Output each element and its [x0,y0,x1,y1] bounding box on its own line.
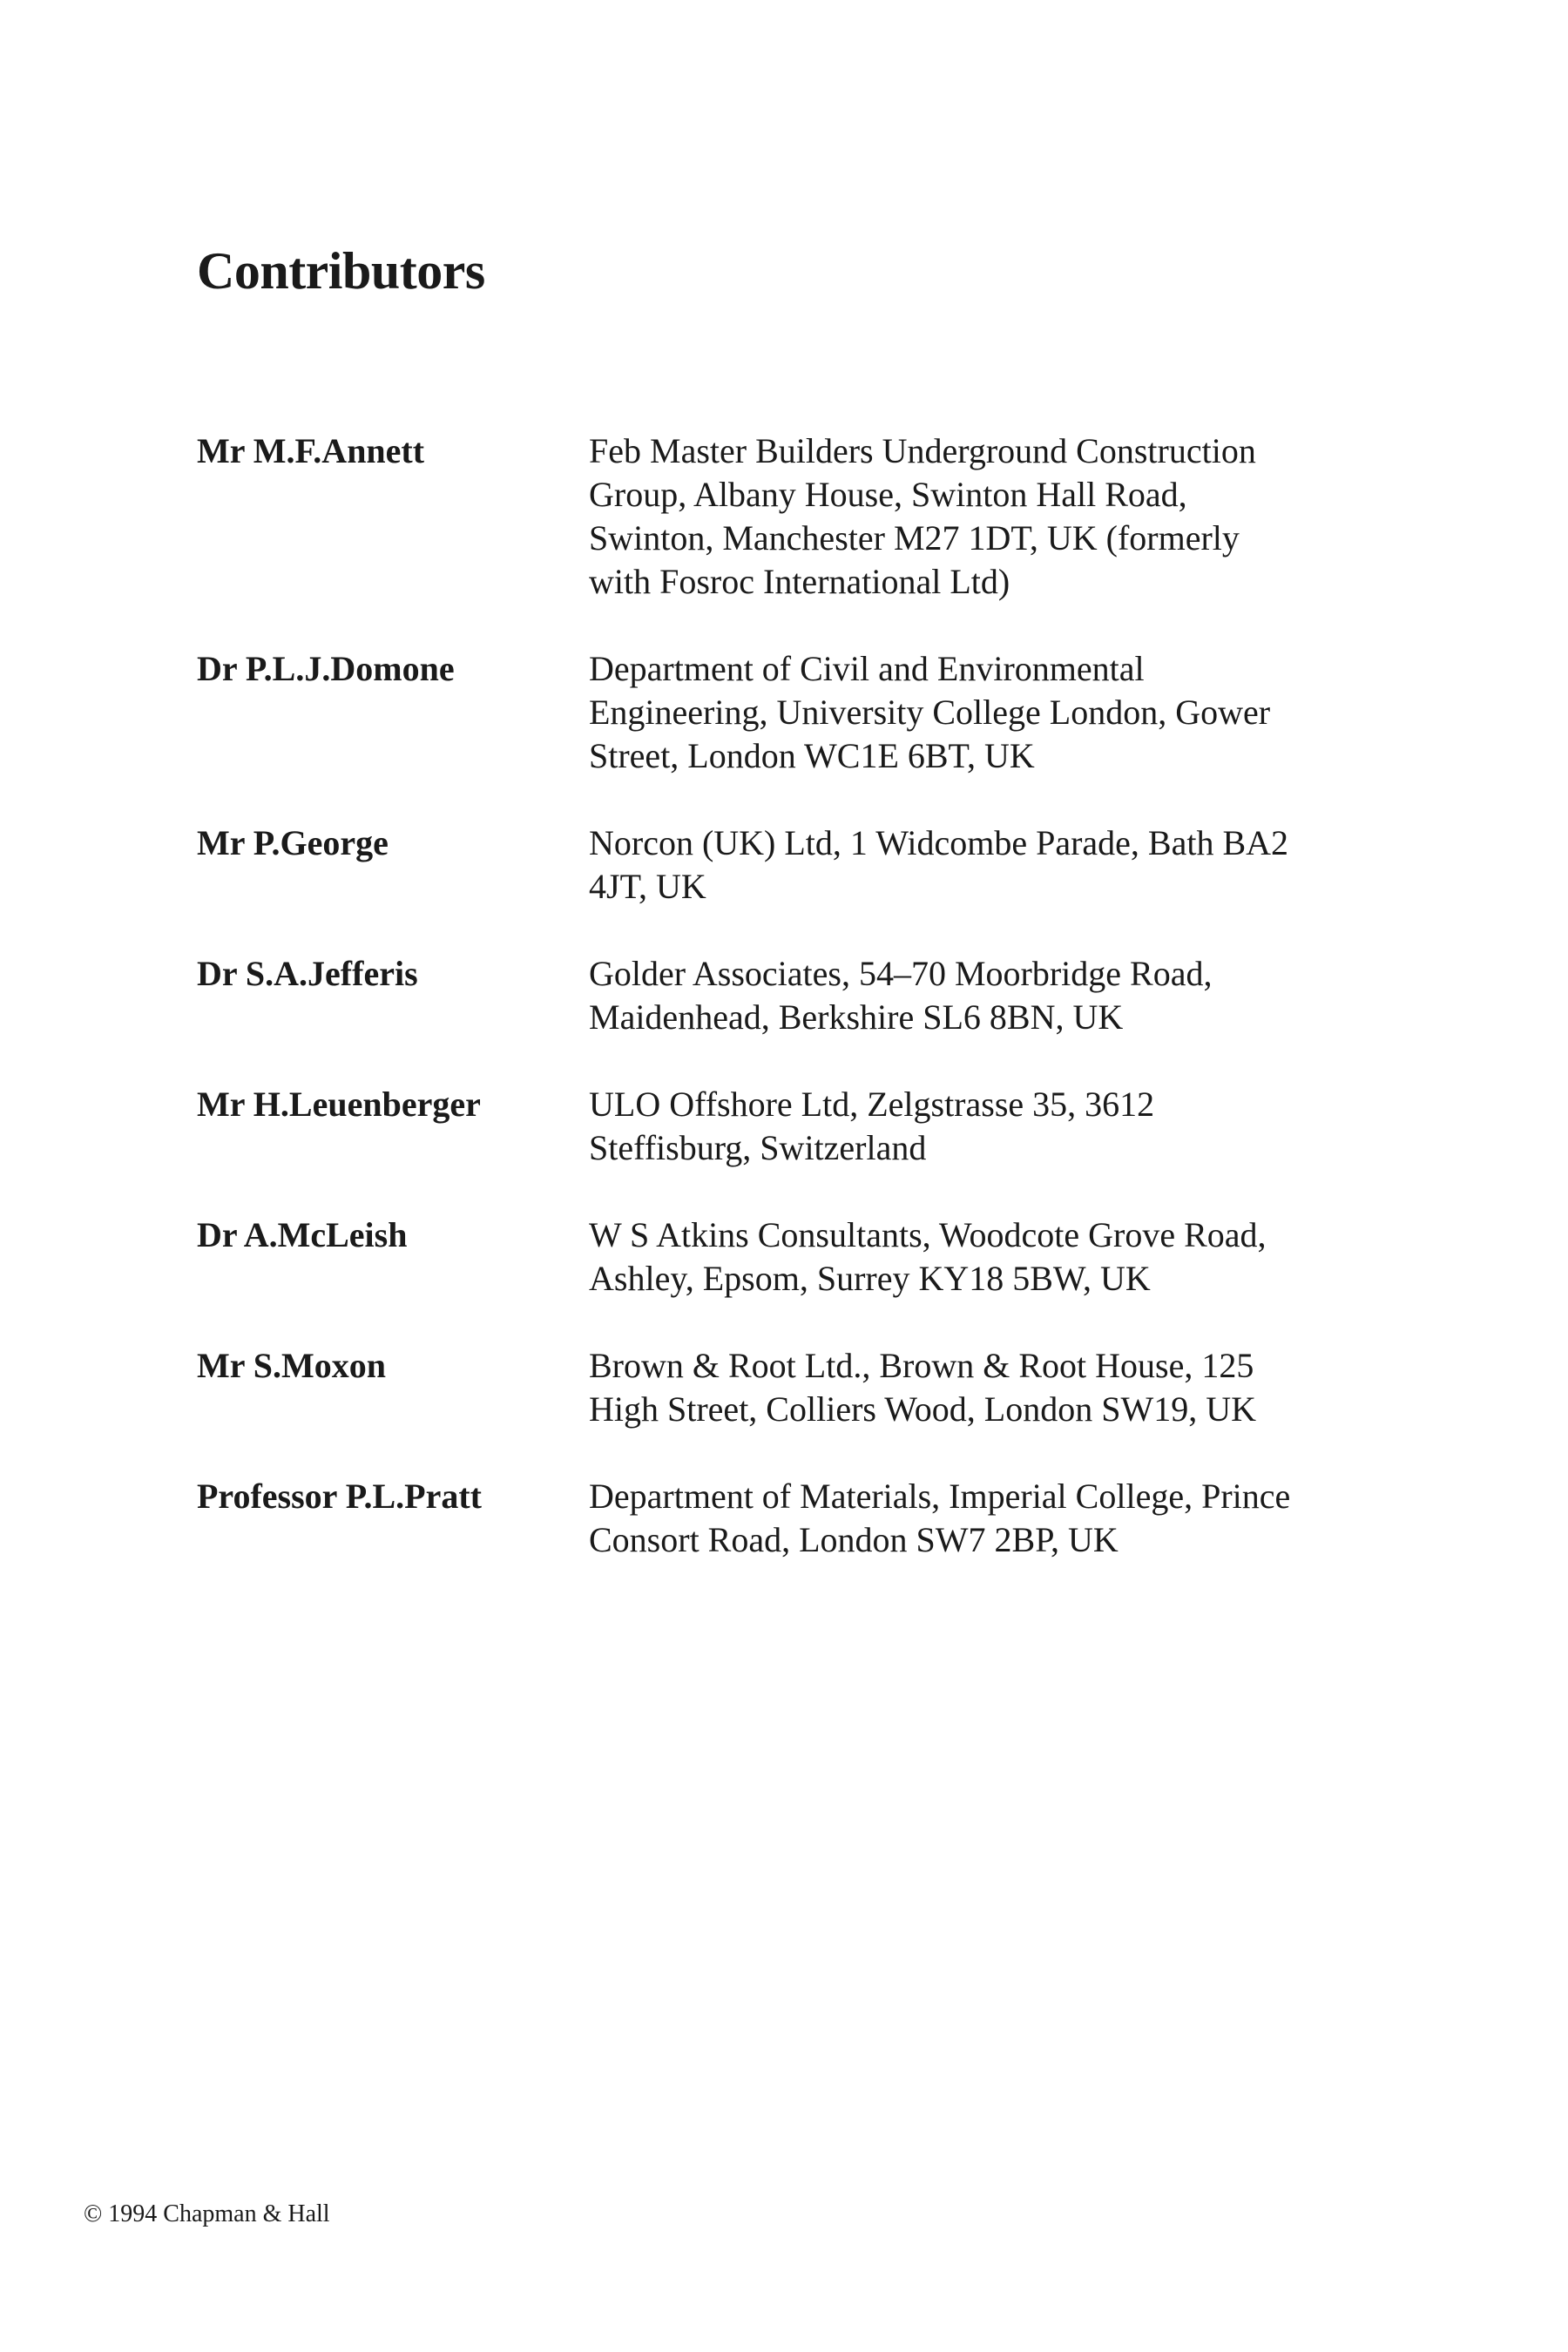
contributors-list [197,429,1382,1605]
contributor-entry [197,821,1382,909]
contributor-entry [197,952,1382,1039]
contributor-entry [197,647,1382,778]
contributor-entry [197,429,1382,604]
contributor-name: Professor P.L.Pratt [197,1477,482,1516]
contributor-affiliation: W S Atkins Consultants, Woodcote Grove Road, Ashley, Epsom, Surrey KY18 5BW, UK [589,1215,1267,1298]
contributor-affiliation: Brown & Root Ltd., Brown & Root House, 125 High Street, Colliers Wood, London SW19, UK [589,1346,1256,1429]
contributor-name: Dr A.McLeish [197,1215,408,1254]
contributor-name: Mr P.George [197,823,389,862]
contributor-entry [197,1475,1382,1562]
contributor-name: Mr H.Leuenberger [197,1085,481,1124]
contributor-name: Mr S.Moxon [197,1346,387,1385]
contributor-name: Mr M.F.Annett [197,431,425,470]
contributor-entry [197,1213,1382,1301]
contributor-entry [197,1344,1382,1431]
contributor-affiliation: Feb Master Builders Underground Construction Group, Albany House, Swinton Hall Road, Swinton, Manchester M27 1DT, UK (formerly with Fosroc International Ltd) [589,431,1256,601]
copyright-notice: © 1994 Chapman & Hall [84,2200,330,2227]
page-title: Contributors [197,242,485,300]
contributor-affiliation: Department of Civil and Environmental Engineering, University College London, Gower Street, London WC1E 6BT, UK [589,649,1271,775]
contributor-affiliation: Norcon (UK) Ltd, 1 Widcombe Parade, Bath BA2 4JT, UK [589,823,1289,906]
contributor-affiliation: Department of Materials, Imperial College, Prince Consort Road, London SW7 2BP, UK [589,1477,1291,1559]
contributor-entry [197,1083,1382,1170]
contributor-affiliation: Golder Associates, 54–70 Moorbridge Road, Maidenhead, Berkshire SL6 8BN, UK [589,954,1213,1037]
contributor-name: Dr S.A.Jefferis [197,954,418,993]
contributor-affiliation: ULO Offshore Ltd, Zelgstrasse 35, 3612 Steffisburg, Switzerland [589,1085,1155,1167]
contributor-name: Dr P.L.J.Domone [197,649,455,688]
